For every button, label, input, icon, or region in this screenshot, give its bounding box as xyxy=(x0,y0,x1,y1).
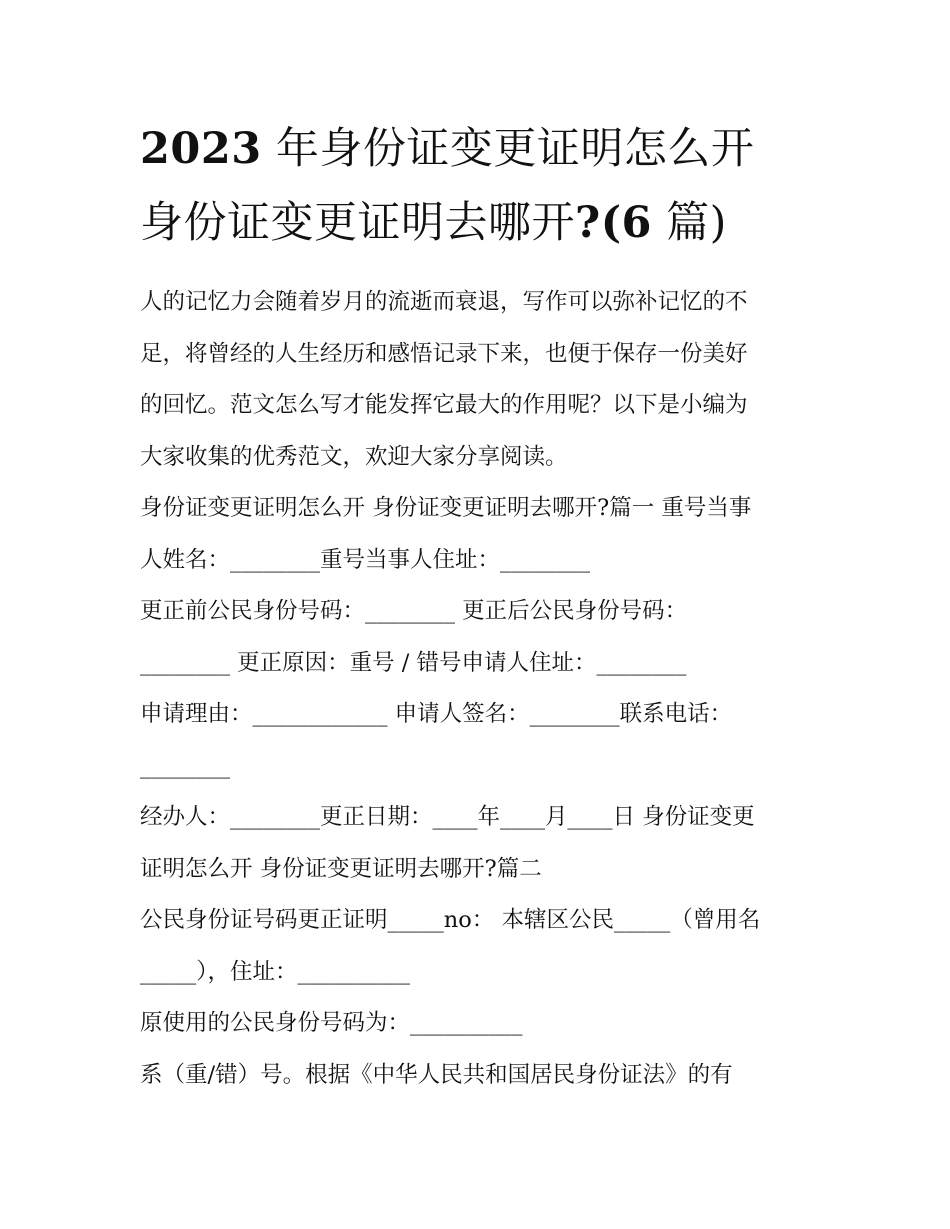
document-body xyxy=(140,277,830,1101)
title-line-2 xyxy=(140,186,820,260)
body-line: 人姓名：________重号当事人住址：________ xyxy=(140,546,591,573)
title-year: 2023 xyxy=(140,124,262,174)
body-line: 人的记忆力会随着岁月的流逝而衰退，写作可以弥补记忆的不 xyxy=(140,289,748,315)
title-line-2-end: 篇) xyxy=(666,198,727,248)
body-line: 经办人：________更正日期：____年____月____日 身份证变更 xyxy=(140,804,755,830)
body-line: 申请理由：____________ 申请人签名：________联系电话： xyxy=(140,701,733,727)
body-line: 身份证变更证明怎么开 身份证变更证明去哪开?篇一 重号当事 xyxy=(140,495,752,521)
body-line: 的回忆。范文怎么写才能发挥它最大的作用呢？以下是小编为 xyxy=(140,392,748,418)
body-line: 证明怎么开 身份证变更证明去哪开?篇二 xyxy=(140,855,542,882)
body-line: 更正前公民身份号码：________ 更正后公民身份号码： xyxy=(140,598,688,624)
body-line: 公民身份证号码更正证明_____no： 本辖区公民_____（曾用名 xyxy=(140,907,761,933)
body-line: 足，将曾经的人生经历和感悟记录下来，也便于保存一份美好 xyxy=(140,340,748,367)
body-line: ________ 更正原因：重号 / 错号申请人住址：________ xyxy=(140,649,687,676)
document-title xyxy=(140,112,820,260)
body-line: 大家收集的优秀范文，欢迎大家分享阅读。 xyxy=(140,443,568,470)
body-line: ________ xyxy=(140,752,230,779)
title-line-1-text: 年身份证变更证明怎么开 xyxy=(275,124,755,174)
body-line: 系（重/错）号。根据《中华人民共和国居民身份证法》的有 xyxy=(140,1061,733,1088)
title-line-1 xyxy=(140,112,820,186)
title-count: ?(6 xyxy=(575,198,652,248)
body-line: 原使用的公民身份号码为：__________ xyxy=(140,1010,523,1036)
body-line: _____），住址：__________ xyxy=(140,958,411,985)
title-line-2-text: 身份证变更证明去哪开 xyxy=(140,198,575,248)
